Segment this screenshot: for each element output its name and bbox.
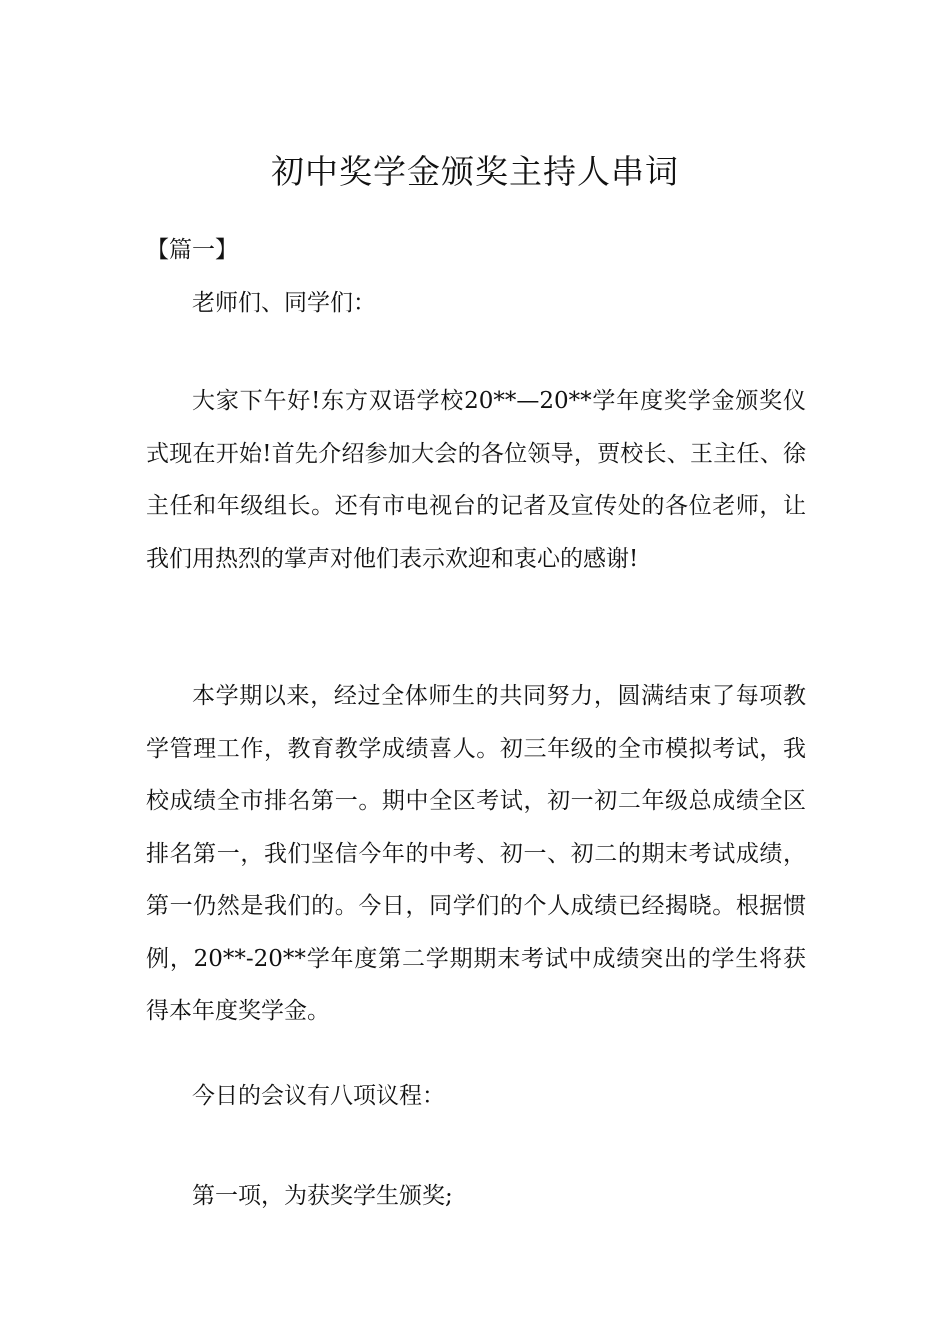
document-title: 初中奖学金颁奖主持人串词	[271, 152, 679, 192]
body-paragraph: 大家下午好!东方双语学校20**—20**学年度奖学金颁奖仪式现在开始!首先介绍参加大会的各位领导，贾校长、王主任、徐主任和年级组长。还有市电视台的记者及宣传处的各位老师，让我们用热烈的掌声对他们表示欢迎和衷心的感谢!	[146, 388, 806, 572]
body-paragraph: 今日的会议有八项议程：	[192, 1083, 445, 1109]
body-paragraph: 本学期以来，经过全体师生的共同努力，圆满结束了每项教学管理工作，教育教学成绩喜人。初三年级的全市模拟考试，我校成绩全市排名第一。期中全区考试，初一初二年级总成绩全区排名第一，我们坚信今年的中考、初一、初二的期末考试成绩，第一仍然是我们的。今日，同学们的个人成绩已经揭晓。根据惯例，20**-20**学年度第二学期期末考试中成绩突出的学生将获得本年度奖学金。	[146, 683, 806, 1024]
greeting-paragraph: 老师们、同学们：	[192, 290, 376, 316]
body-paragraph: 第一项，为获奖学生颁奖;	[192, 1183, 453, 1209]
section-label: 【篇一】	[146, 237, 238, 263]
